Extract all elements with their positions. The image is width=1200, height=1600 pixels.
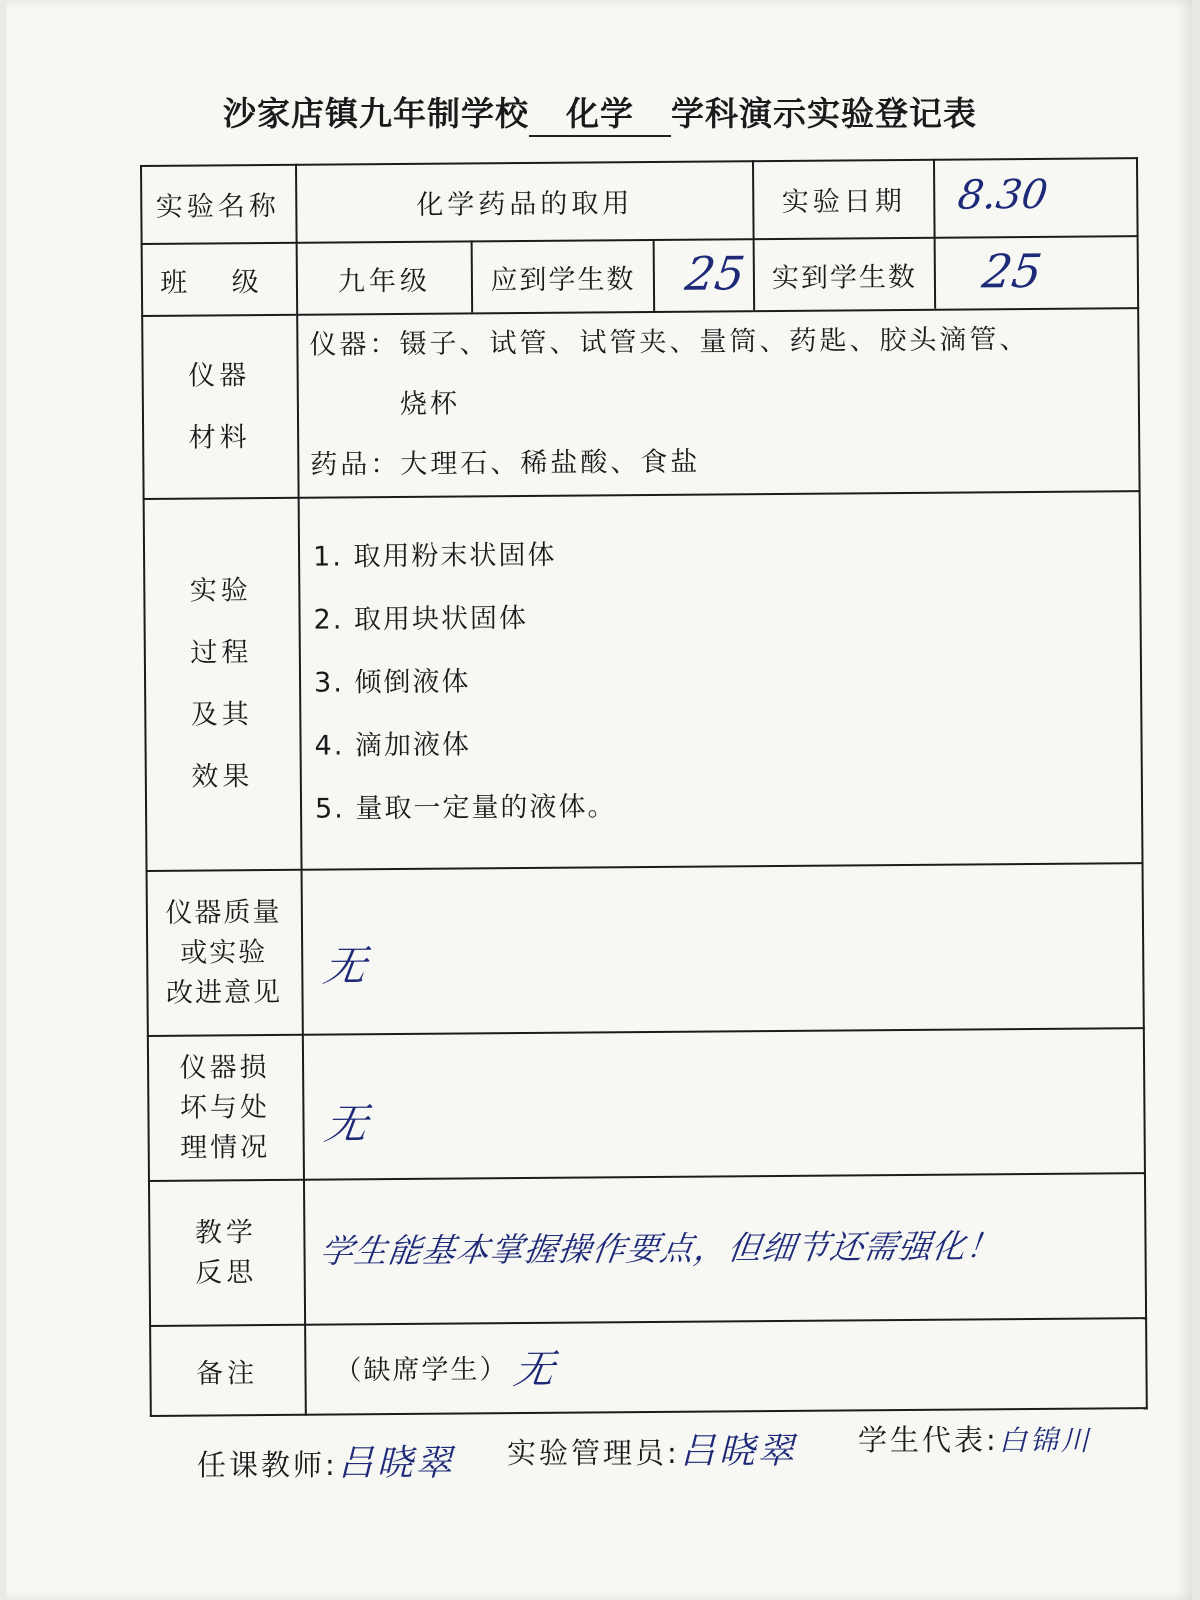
damage-label bbox=[147, 1036, 303, 1180]
process-label-line: 过程 bbox=[190, 637, 253, 669]
equipment-label-line: 材料 bbox=[188, 421, 251, 454]
damage-label-line: 理情况 bbox=[180, 1131, 271, 1164]
process-label-line: 实验 bbox=[189, 575, 252, 607]
title-prefix: 沙家店镇九年制学校 bbox=[223, 94, 529, 133]
reflection-value: 学生能基本掌握操作要点，但细节还需强化！ bbox=[317, 1226, 1003, 1271]
reflection-label-line: 教学 bbox=[194, 1216, 258, 1249]
process-step: 4. 滴加液体 bbox=[314, 729, 472, 762]
class-value: 九年级 bbox=[337, 265, 432, 297]
reflection-label bbox=[148, 1181, 304, 1325]
process-step: 1. 取用粉末状固体 bbox=[312, 539, 557, 573]
process-label-line: 效果 bbox=[191, 761, 254, 793]
registration-table bbox=[140, 157, 1148, 1445]
damage-label-line: 坏与处 bbox=[179, 1091, 271, 1124]
notes-value: 无 bbox=[510, 1346, 558, 1394]
reflection-label-line: 反思 bbox=[195, 1256, 258, 1289]
expected-count-value: 25 bbox=[682, 246, 748, 301]
title-suffix: 学科演示实验登记表 bbox=[671, 94, 977, 133]
date-value: 8.30 bbox=[955, 171, 1051, 219]
teacher-signature: 吕晓翠 bbox=[337, 1443, 455, 1484]
reagents-line: 药品：大理石、稀盐酸、食盐 bbox=[310, 446, 701, 481]
date-label: 实验日期 bbox=[781, 185, 906, 218]
admin-label: 实验管理员: bbox=[507, 1436, 680, 1470]
quality-label-line: 仪器质量 bbox=[165, 896, 282, 929]
admin-signature: 吕晓翠 bbox=[679, 1431, 797, 1472]
quality-value: 无 bbox=[320, 941, 370, 991]
process-steps bbox=[313, 519, 1125, 840]
class-label: 班 级 bbox=[160, 266, 277, 299]
notes-prefix: （缺席学生） bbox=[334, 1354, 509, 1387]
student-signature-field bbox=[858, 1418, 1092, 1459]
notes-label: 备注 bbox=[195, 1357, 259, 1390]
equipment-label bbox=[141, 316, 297, 498]
process-step: 3. 倾倒液体 bbox=[313, 666, 471, 699]
process-label bbox=[143, 499, 301, 870]
process-step: 2. 取用块状固体 bbox=[313, 602, 529, 636]
actual-count-label: 实到学生数 bbox=[771, 261, 918, 294]
damage-label-line: 仪器损 bbox=[179, 1051, 270, 1084]
equipment-content bbox=[309, 309, 1130, 495]
expected-count-label: 应到学生数 bbox=[490, 263, 636, 296]
experiment-name: 化学药品的取用 bbox=[416, 187, 634, 221]
title-subject: 化学 bbox=[529, 88, 671, 137]
experiment-name-label: 实验名称 bbox=[155, 190, 280, 223]
student-label: 学生代表: bbox=[858, 1423, 999, 1457]
quality-label-line: 改进意见 bbox=[165, 976, 283, 1009]
equipment-line: 仪器：镊子、试管、试管夹、量筒、药匙、胶头滴管、 bbox=[309, 324, 1030, 361]
process-label-line: 及其 bbox=[190, 699, 253, 731]
quality-label-line: 或实验 bbox=[180, 936, 268, 969]
actual-count-value: 25 bbox=[979, 243, 1045, 299]
form-title bbox=[0, 88, 1200, 137]
admin-signature-field bbox=[507, 1423, 797, 1474]
teacher-label: 任课教师: bbox=[197, 1448, 338, 1482]
teacher-signature-field bbox=[197, 1435, 455, 1486]
student-signature: 白锦川 bbox=[998, 1424, 1092, 1457]
equipment-line: 烧杯 bbox=[399, 388, 461, 420]
equipment-label-line: 仪器 bbox=[188, 359, 251, 392]
quality-label bbox=[146, 871, 302, 1035]
process-step: 5. 量取一定量的液体。 bbox=[314, 791, 617, 825]
damage-value: 无 bbox=[321, 1099, 371, 1149]
